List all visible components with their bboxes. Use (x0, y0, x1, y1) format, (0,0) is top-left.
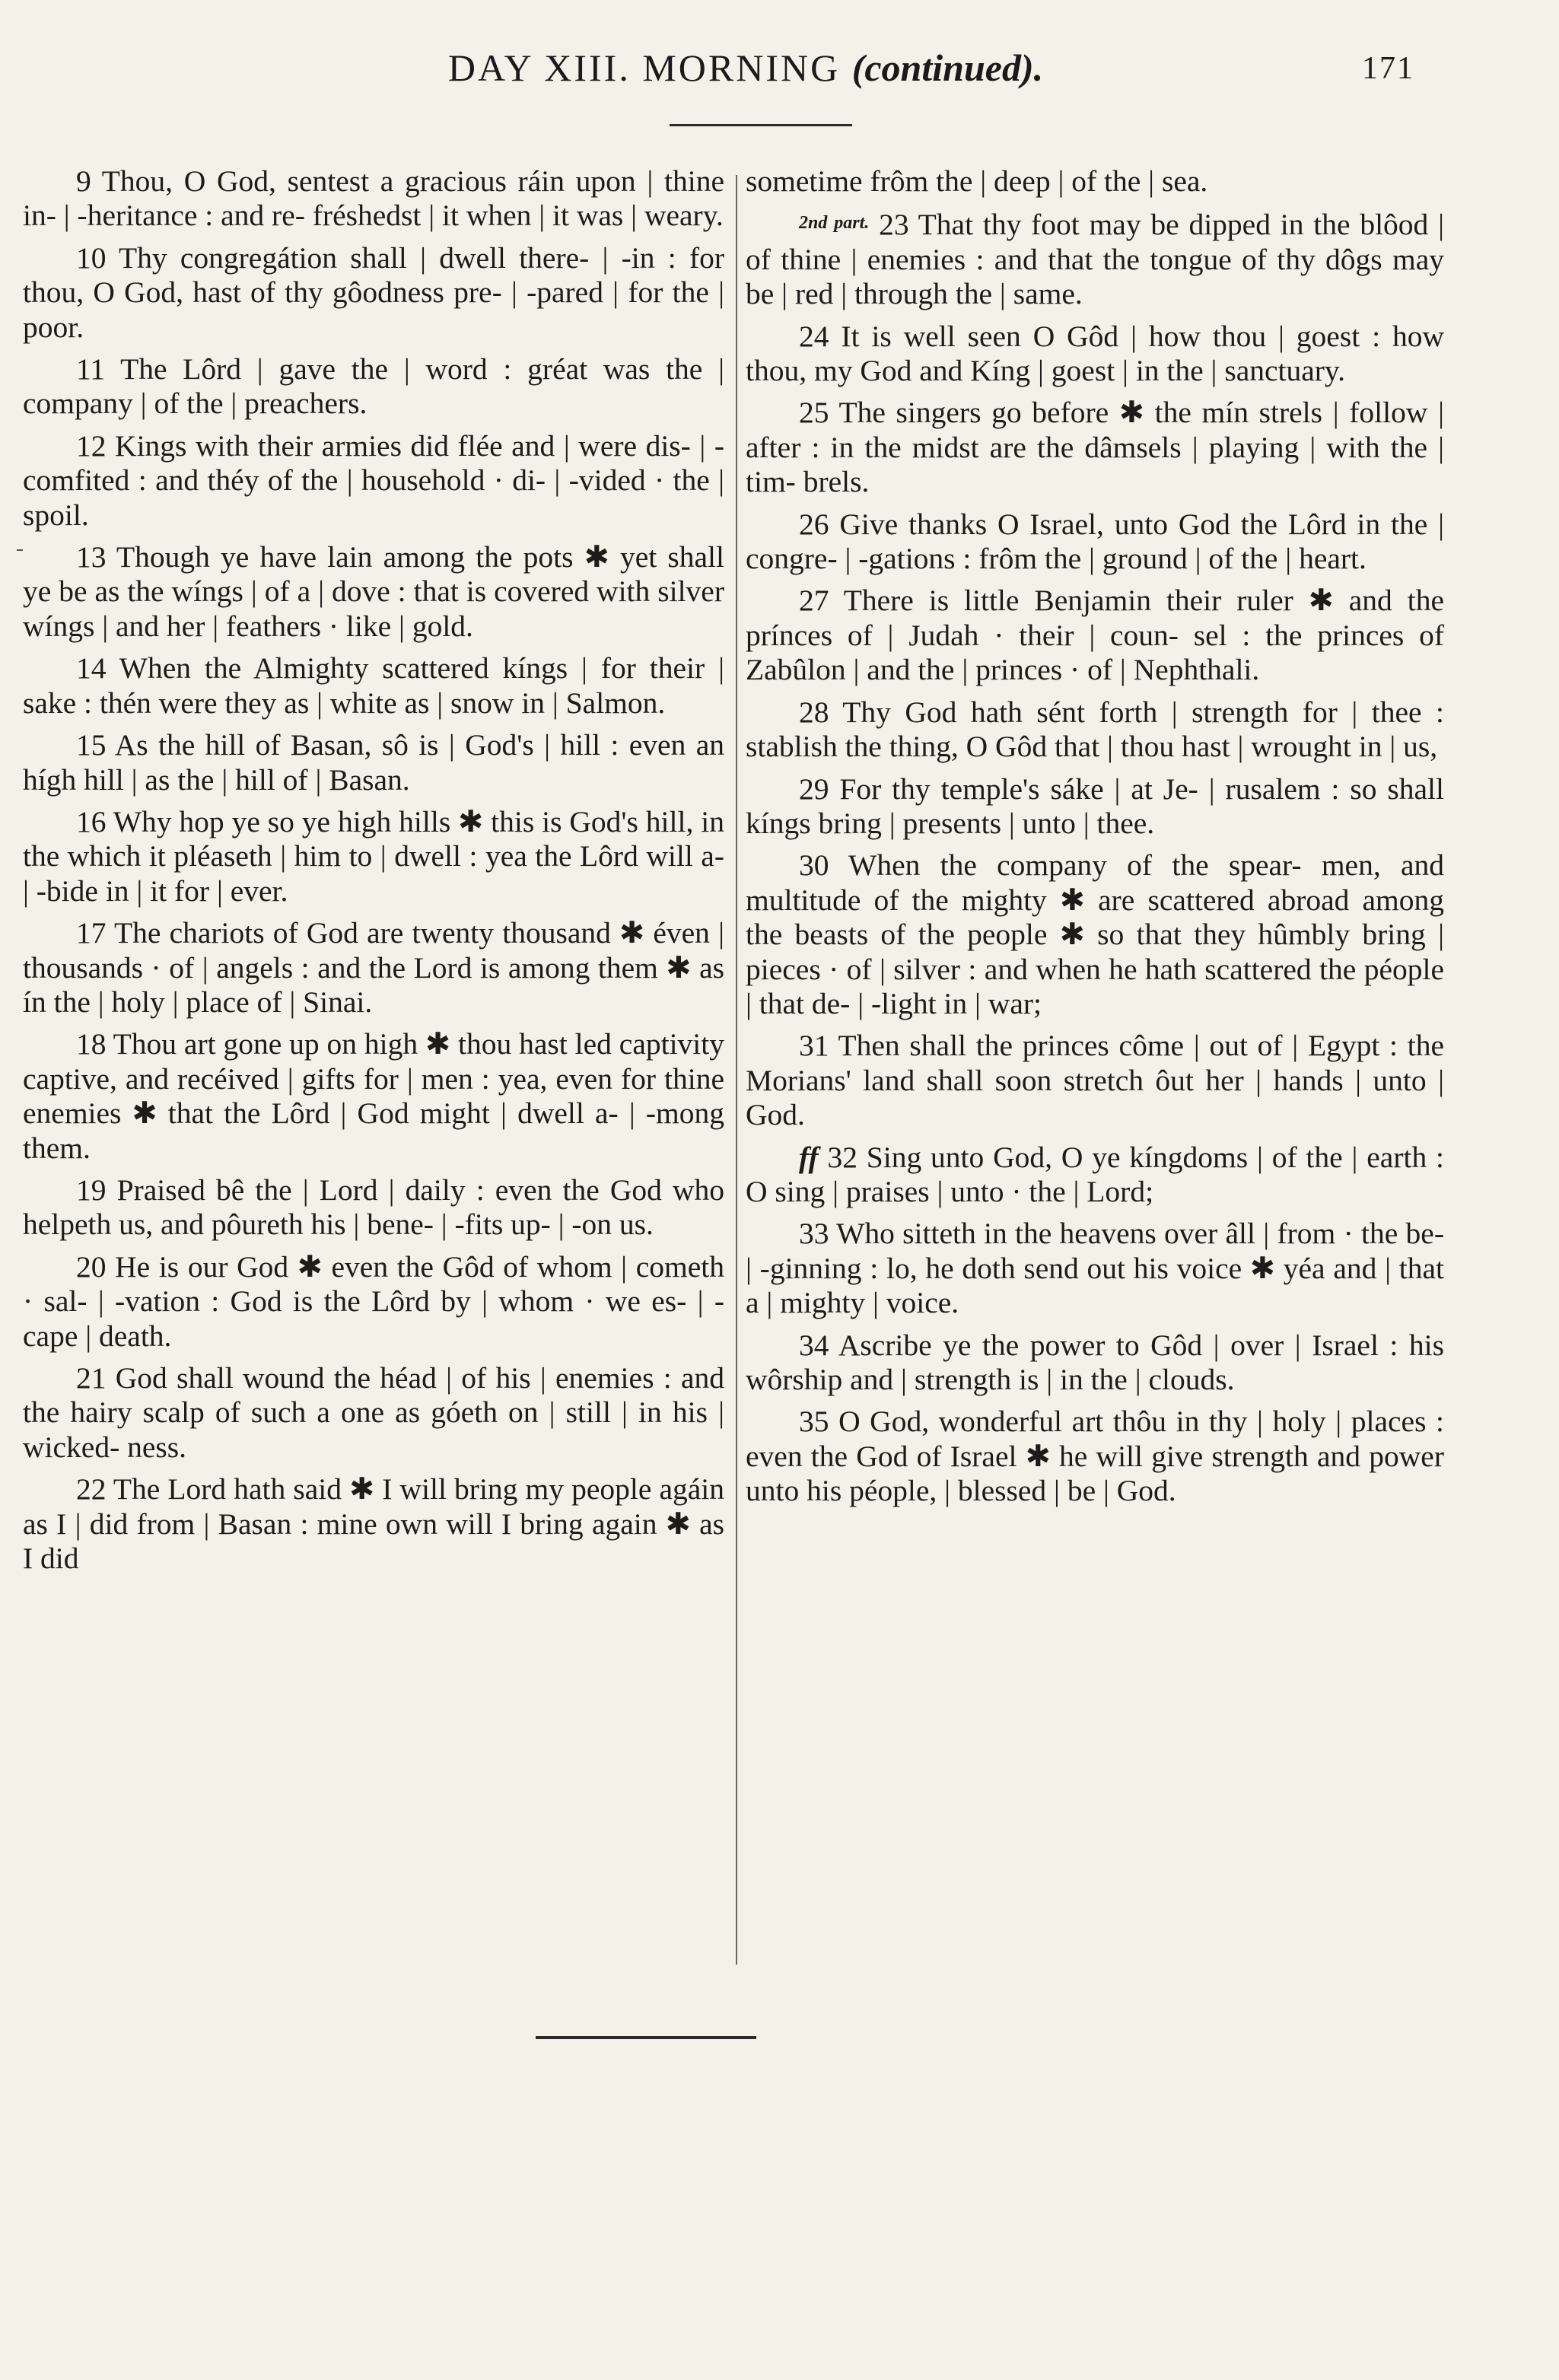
verse-22 (23, 1472, 724, 1576)
verse-12 (23, 429, 724, 533)
verse-text: 30 When the company of the spear- men, and multitude of the mighty ✱ are scattered abroad among the beasts of the people ✱ so that they hûmbly bring | pieces · of | silver : and when he hath scattered the péople | that de- | -light in | war; (746, 848, 1444, 1020)
title-continued: (continued). (851, 46, 1044, 89)
verse-text: 16 Why hop ye so ye high hills ✱ this is God's hill, in the which it pléaseth | him to | dwell : yea the Lôrd will a- | -bide in | it for | ever. (23, 804, 724, 908)
verse-16 (23, 805, 724, 908)
verse-text: 28 Thy God hath sént forth | strength for | thee : stablish the thing, O Gôd that | thou hast | wrought in | us, (746, 695, 1444, 764)
verse-text: 11 The Lôrd | gave the | word : gréat was the | company | of the | preachers. (23, 352, 724, 421)
page-title (0, 46, 1491, 90)
verse-text: 24 It is well seen O Gôd | how thou | goest : how thou, my God and Kíng | goest | in the | sanctuary. (746, 319, 1444, 388)
right-column (746, 164, 1444, 1516)
verse-text: 15 As the hill of Basan, sô is | God's | hill : even an hígh hill | as the | hill of | Basan. (23, 728, 724, 797)
verse-marker: 2nd part. (799, 213, 870, 234)
verse-text: 26 Give thanks O Israel, unto God the Lôrd in the | congre- | -gations : frôm the | ground | of the | heart. (746, 507, 1444, 576)
verse-28 (746, 695, 1444, 765)
verse-33 (746, 1217, 1444, 1320)
page-header (0, 46, 1559, 99)
verse-15 (23, 728, 724, 797)
verse-text: 21 God shall wound the héad | of his | enemies : and the hairy scalp of such a one as góeth on | still | in his | wicked- ness. (23, 1361, 724, 1464)
verse-29 (746, 772, 1444, 842)
verse-11 (23, 352, 724, 422)
verse-text: 12 Kings with their armies did flée and | were dis- | -comfited : and théy of the | household · di- | -vided · the | spoil. (23, 428, 724, 532)
verse-32 (746, 1141, 1444, 1210)
margin-mark (17, 549, 23, 551)
verse-25 (746, 396, 1444, 499)
verse-text: 23 That thy foot may be dipped in the blôod | of thine | enemies : and that the tongue of thy dôgs may be | red | through the | same. (746, 208, 1445, 311)
verse-23 (746, 206, 1444, 311)
verse-text: 10 Thy congregátion shall | dwell there- | -in : for thou, O God, hast of thy gôodness pre- | -pared | for the | poor. (23, 240, 724, 344)
verse-19 (23, 1173, 724, 1242)
verse-13 (23, 540, 724, 644)
verse-31 (746, 1029, 1444, 1132)
verse-text: 9 Thou, O God, sentest a gracious ráin upon | thine in- | -heritance : and re- fréshedst | it when | it was | weary. (23, 164, 724, 233)
verse-21 (23, 1361, 724, 1465)
verse-text: 31 Then shall the princes côme | out of | Egypt : the Morians' land shall soon stretch ôut her | hands | unto | God. (746, 1029, 1444, 1132)
verse-text: 19 Praised bê the | Lord | daily : even the God who helpeth us, and pôureth his | bene- | -fits up- | -on us. (23, 1172, 724, 1242)
footer-rule (536, 2036, 756, 2039)
verse-text: 33 Who sitteth in the heavens over âll | from · the be- | -ginning : lo, he doth send out his voice ✱ yéa and | that a | mighty | voice. (746, 1217, 1444, 1320)
verse-text: 27 There is little Benjamin their ruler ✱ and the prínces of | Judah · their | coun- sel : the princes of Zabûlon | and the | princes · of | Nephthali. (746, 584, 1444, 687)
verse-22-cont (746, 164, 1444, 199)
left-column (23, 164, 724, 1583)
title-main: DAY XIII. MORNING (447, 46, 852, 89)
verse-text: sometime frôm the | deep | of the | sea. (746, 164, 1208, 198)
verse-text: 22 The Lord hath said ✱ I will bring my people agáin as I | did from | Basan : mine own will I bring again ✱ as I did (23, 1472, 724, 1576)
verse-text: 35 O God, wonderful art thôu in thy | holy | places : even the God of Israel ✱ he will give strength and power unto his péople, | blessed | be | God. (746, 1405, 1444, 1508)
verse-26 (746, 508, 1444, 577)
verse-30 (746, 848, 1444, 1021)
verse-text: 25 The singers go before ✱ the mín strels | follow | after : in the midst are the dâmsels | playing | with the | tim- brels. (746, 396, 1444, 499)
verse-text: 34 Ascribe ye the power to Gôd | over | Israel : his wôrship and | strength is | in the | clouds. (746, 1328, 1444, 1396)
verse-17 (23, 916, 724, 1020)
verse-text: 13 Though ye have lain among the pots ✱ yet shall ye be as the wíngs | of a | dove : that is covered with silver wíngs | and her | feathers · like | gold. (23, 540, 724, 643)
verse-text: 14 When the Almighty scattered kíngs | for their | sake : thén were they as | white as | snow in | Salmon. (23, 651, 724, 720)
verse-text: 20 He is our God ✱ even the Gôd of whom | cometh · sal- | -vation : God is the Lôrd by | whom · we es- | -cape | death. (23, 1249, 724, 1353)
verse-text: 17 The chariots of God are twenty thousand ✱ éven | thousands · of | angels : and the Lord is among them ✱ as ín the | holy | place of | Sinai. (23, 916, 724, 1019)
verse-text: 29 For thy temple's sáke | at Je- | rusalem : so shall kíngs bring | presents | unto | thee. (746, 772, 1444, 840)
page-number: 171 (1362, 51, 1414, 86)
verse-14 (23, 651, 724, 721)
verse-18 (23, 1027, 724, 1166)
verse-35 (746, 1405, 1444, 1508)
verse-24 (746, 320, 1444, 389)
verse-34 (746, 1328, 1444, 1398)
verse-text: 32 Sing unto God, O ye kíngdoms | of the | earth : O sing | praises | unto · the | Lord; (746, 1140, 1445, 1208)
header-rule (670, 124, 852, 126)
column-divider (736, 175, 737, 1965)
verse-9 (23, 164, 724, 234)
verse-10 (23, 241, 724, 345)
verse-text: 18 Thou art gone up on high ✱ thou hast led captivity captive, and recéived | gifts for | men : yea, even for thine enemies ✱ that the Lôrd | God might | dwell a- | -mong them. (23, 1027, 724, 1165)
verse-20 (23, 1250, 724, 1354)
verse-marker: ff (799, 1140, 819, 1174)
verse-27 (746, 584, 1444, 687)
